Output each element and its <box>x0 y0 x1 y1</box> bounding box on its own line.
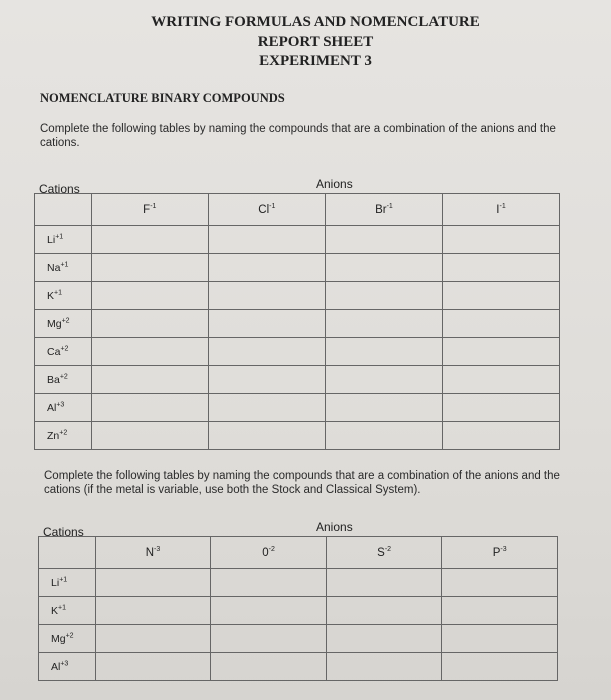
cation-cell: $K^{+1}$ <box>39 597 96 625</box>
answer-cell[interactable] <box>325 394 442 422</box>
answer-cell[interactable] <box>95 569 211 597</box>
answer-cell[interactable] <box>443 254 560 282</box>
answer-cell[interactable] <box>443 282 560 310</box>
answer-cell[interactable] <box>325 366 442 394</box>
answer-cell[interactable] <box>95 653 211 681</box>
table2-anion-header: $N^{-3}$ <box>95 537 211 569</box>
answer-cell[interactable] <box>208 366 325 394</box>
table2-anion-header: $P^{-3}$ <box>442 537 558 569</box>
answer-cell[interactable] <box>442 597 558 625</box>
table-row <box>35 254 560 282</box>
table-row <box>35 422 560 450</box>
page-title: WRITING FORMULAS AND NOMENCLATURE <box>151 14 480 30</box>
table-row <box>39 569 558 597</box>
cation-cell: $Mg^{+2}$ <box>39 625 96 653</box>
answer-cell[interactable] <box>91 394 208 422</box>
answer-cell[interactable] <box>211 597 327 625</box>
answer-cell[interactable] <box>325 226 442 254</box>
answer-cell[interactable] <box>326 569 442 597</box>
answer-cell[interactable] <box>211 569 327 597</box>
answer-cell[interactable] <box>325 254 442 282</box>
answer-cell[interactable] <box>91 366 208 394</box>
table-row <box>35 226 560 254</box>
experiment-label: EXPERIMENT 3 <box>259 53 372 69</box>
table-row <box>35 282 560 310</box>
answer-cell[interactable] <box>325 422 442 450</box>
table1-header-row <box>35 194 560 226</box>
answer-cell[interactable] <box>325 310 442 338</box>
answer-cell[interactable] <box>91 226 208 254</box>
answer-cell[interactable] <box>326 653 442 681</box>
table-row <box>35 394 560 422</box>
cation-cell: $Zn^{+2}$ <box>35 422 92 450</box>
answer-cell[interactable] <box>443 422 560 450</box>
cation-cell: $Li^{+1}$ <box>35 226 92 254</box>
answer-cell[interactable] <box>208 422 325 450</box>
answer-cell[interactable] <box>443 226 560 254</box>
page-subtitle: REPORT SHEET <box>257 34 374 50</box>
answer-cell[interactable] <box>325 282 442 310</box>
table-row <box>35 338 560 366</box>
table2-anion-header: $0^{-2}$ <box>211 537 327 569</box>
table1-instruction: Complete the following tables by naming the compounds that are a combination of the anions and the cations. <box>40 123 556 149</box>
answer-cell[interactable] <box>325 338 442 366</box>
answer-cell[interactable] <box>95 625 211 653</box>
table1-cations-label: Cations <box>35 194 92 226</box>
section-title: NOMENCLATURE BINARY COMPOUNDS <box>40 91 285 105</box>
answer-cell[interactable] <box>95 597 211 625</box>
answer-cell[interactable] <box>442 653 558 681</box>
answer-cell[interactable] <box>443 338 560 366</box>
table2-anions-label: Anions <box>316 520 353 534</box>
table2-header-row <box>39 537 558 569</box>
cation-cell: $Al^{+3}$ <box>39 653 96 681</box>
answer-cell[interactable] <box>326 597 442 625</box>
table1-anion-header: $I^{-1}$ <box>443 194 560 226</box>
cation-cell: $Li^{+1}$ <box>39 569 96 597</box>
cation-cell: $Al^{+3}$ <box>35 394 92 422</box>
answer-cell[interactable] <box>91 282 208 310</box>
answer-cell[interactable] <box>208 226 325 254</box>
answer-cell[interactable] <box>443 310 560 338</box>
cation-cell: $K^{+1}$ <box>35 282 92 310</box>
answer-cell[interactable] <box>211 653 327 681</box>
answer-cell[interactable] <box>442 625 558 653</box>
answer-cell[interactable] <box>91 422 208 450</box>
answer-cell[interactable] <box>91 338 208 366</box>
answer-cell[interactable] <box>326 625 442 653</box>
answer-cell[interactable] <box>443 394 560 422</box>
cation-cell: $Mg^{+2}$ <box>35 310 92 338</box>
answer-cell[interactable] <box>443 366 560 394</box>
table1-anion-header: $Cl^{-1}$ <box>208 194 325 226</box>
cation-cell: $Na^{+1}$ <box>35 254 92 282</box>
cation-cell: $Ba^{+2}$ <box>35 366 92 394</box>
table-row <box>39 653 558 681</box>
table2-anion-header: $S^{-2}$ <box>326 537 442 569</box>
table-row <box>39 597 558 625</box>
table-row <box>35 366 560 394</box>
answer-cell[interactable] <box>208 254 325 282</box>
answer-cell[interactable] <box>442 569 558 597</box>
table-row <box>39 625 558 653</box>
answer-cell[interactable] <box>91 310 208 338</box>
answer-cell[interactable] <box>211 625 327 653</box>
cation-cell: $Ca^{+2}$ <box>35 338 92 366</box>
answer-cell[interactable] <box>208 338 325 366</box>
table-row <box>35 310 560 338</box>
table1-anion-header: $F^{-1}$ <box>91 194 208 226</box>
answer-cell[interactable] <box>208 394 325 422</box>
table2-cations-label: Cations <box>39 537 96 569</box>
answer-cell[interactable] <box>208 282 325 310</box>
table1-anions-label: Anions <box>316 177 353 191</box>
answer-cell[interactable] <box>208 310 325 338</box>
table1-anion-header: $Br^{-1}$ <box>325 194 442 226</box>
table2-instruction: Complete the following tables by naming the compounds that are a combination of the anions and the cations (if the metal is variable, use both the Stock and Classical System). <box>44 470 560 496</box>
answer-cell[interactable] <box>91 254 208 282</box>
